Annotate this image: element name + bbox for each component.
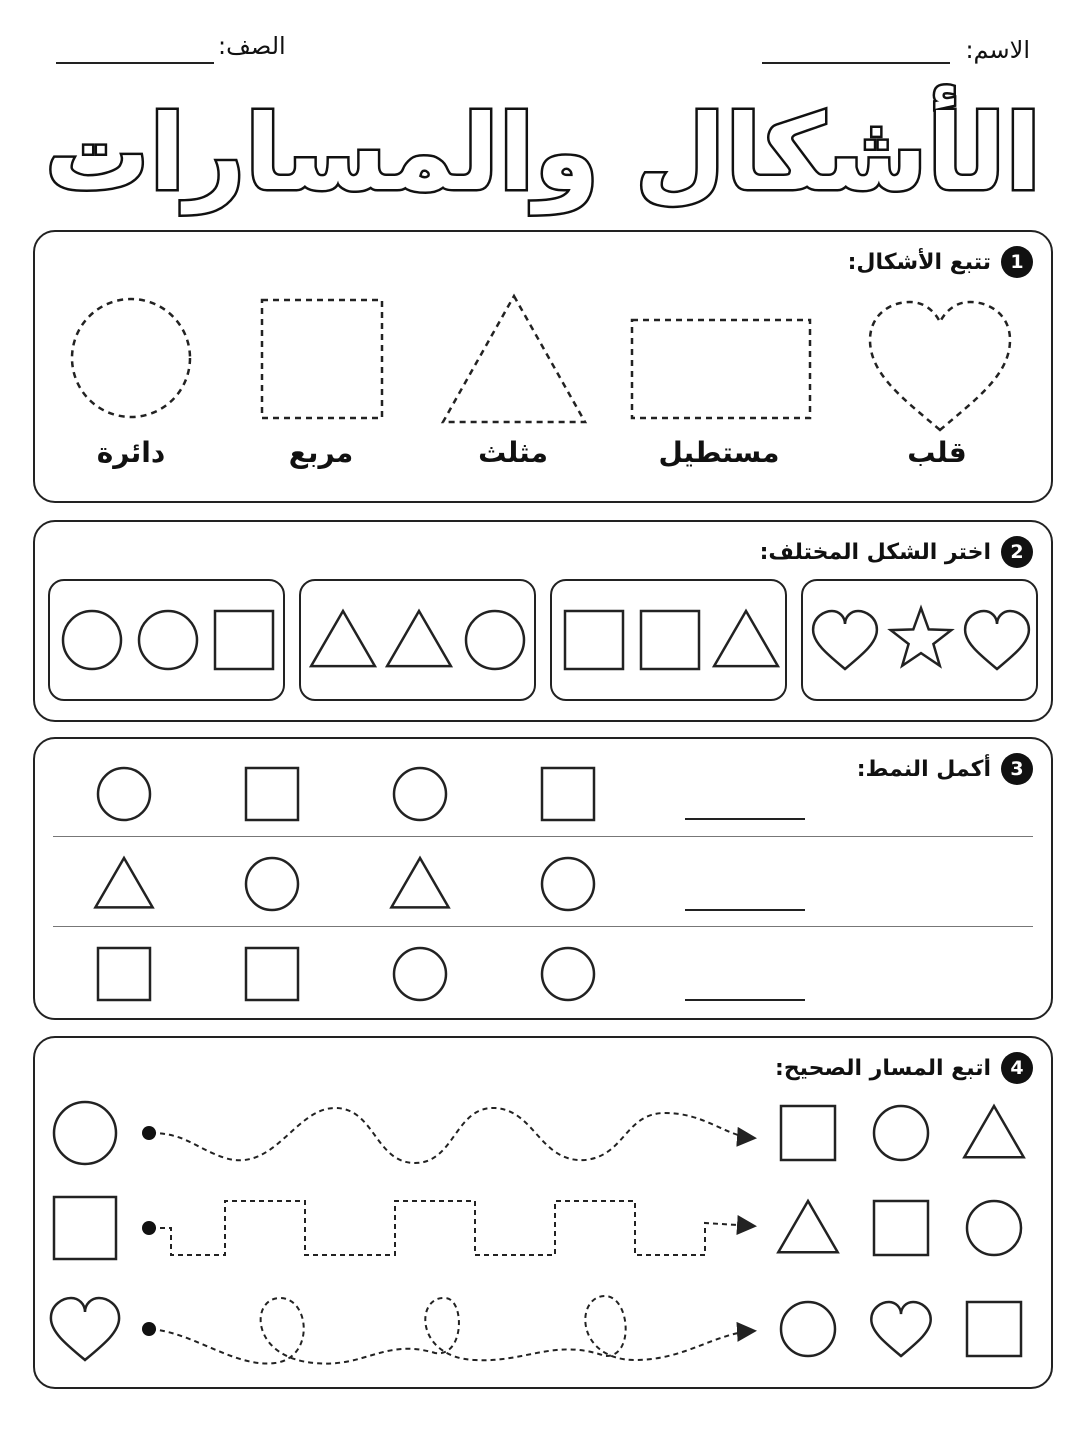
star-icon xyxy=(891,608,952,666)
circle-icon xyxy=(394,948,446,1000)
triangle-icon xyxy=(387,611,451,666)
heart-icon xyxy=(51,1298,119,1360)
wave-path xyxy=(151,1108,753,1163)
circle-icon xyxy=(466,611,524,669)
section-follow-path xyxy=(33,1036,1053,1389)
loops-path xyxy=(151,1296,753,1364)
section-1-title: تتبع الأشكال: xyxy=(847,249,991,275)
circle-icon xyxy=(54,1102,116,1164)
triangle-icon xyxy=(778,1201,837,1252)
circle-icon xyxy=(246,858,298,910)
circle-icon xyxy=(139,611,197,669)
circle-icon xyxy=(781,1302,835,1356)
pattern-shapes xyxy=(35,739,1050,1019)
triangle-icon xyxy=(714,611,778,666)
path-start-dot-1 xyxy=(142,1126,156,1140)
triangle-icon xyxy=(95,858,152,907)
circle-icon xyxy=(967,1201,1021,1255)
class-label: الصف: xyxy=(218,32,286,60)
circle-icon xyxy=(542,948,594,1000)
triangle-icon xyxy=(391,858,448,907)
section-1-number: 1 xyxy=(1001,246,1033,278)
traceable-square[interactable] xyxy=(260,298,386,422)
circle-icon xyxy=(542,858,594,910)
triangle-icon xyxy=(964,1106,1023,1157)
section-complete-pattern xyxy=(33,737,1053,1020)
section-3-title: أكمل النمط: xyxy=(856,756,991,782)
name-field[interactable] xyxy=(762,62,950,64)
square-icon xyxy=(565,611,623,669)
heart-icon xyxy=(813,611,877,669)
section-1-heading xyxy=(848,246,1033,278)
traceable-heart[interactable] xyxy=(865,300,1015,440)
square-icon xyxy=(98,948,150,1000)
label-triangle: مثلث xyxy=(478,436,548,469)
square-icon xyxy=(246,768,298,820)
circle-icon xyxy=(874,1106,928,1160)
circle-icon xyxy=(63,611,121,669)
section-odd-one-out xyxy=(33,520,1053,722)
square-icon xyxy=(641,611,699,669)
traceable-circle[interactable] xyxy=(69,296,193,420)
label-heart: قلب xyxy=(907,436,967,469)
odd-one-out-shapes xyxy=(35,522,1050,722)
section-4-title: اتبع المسار الصحيح: xyxy=(775,1055,991,1081)
square-icon xyxy=(542,768,594,820)
square-icon xyxy=(874,1201,928,1255)
square-icon xyxy=(215,611,273,669)
triangle-icon xyxy=(311,611,375,666)
path-start-dot-3 xyxy=(142,1322,156,1336)
label-square: مربع xyxy=(288,436,354,469)
worksheet-title: الأشكال والمسارات xyxy=(45,92,1041,214)
circle-icon xyxy=(98,768,150,820)
square-icon xyxy=(246,948,298,1000)
section-4-number: 4 xyxy=(1001,1052,1033,1084)
label-circle: دائرة xyxy=(96,436,166,469)
section-3-number: 3 xyxy=(1001,753,1033,785)
steps-path xyxy=(151,1201,753,1255)
circle-icon xyxy=(394,768,446,820)
label-rectangle: مستطيل xyxy=(658,436,780,469)
square-icon xyxy=(781,1106,835,1160)
section-2-title: اختر الشكل المختلف: xyxy=(759,539,991,565)
name-label: الاسم: xyxy=(965,36,1030,64)
section-trace-shapes xyxy=(33,230,1053,503)
heart-icon xyxy=(965,611,1029,669)
traceable-triangle[interactable] xyxy=(441,294,587,428)
path-start-dot-2 xyxy=(142,1221,156,1235)
square-icon xyxy=(967,1302,1021,1356)
section-2-number: 2 xyxy=(1001,536,1033,568)
path-tracing-area[interactable] xyxy=(35,1038,1050,1388)
traceable-rectangle[interactable] xyxy=(630,318,814,422)
square-icon xyxy=(54,1197,116,1259)
class-field[interactable] xyxy=(56,62,214,64)
heart-icon xyxy=(871,1302,930,1356)
